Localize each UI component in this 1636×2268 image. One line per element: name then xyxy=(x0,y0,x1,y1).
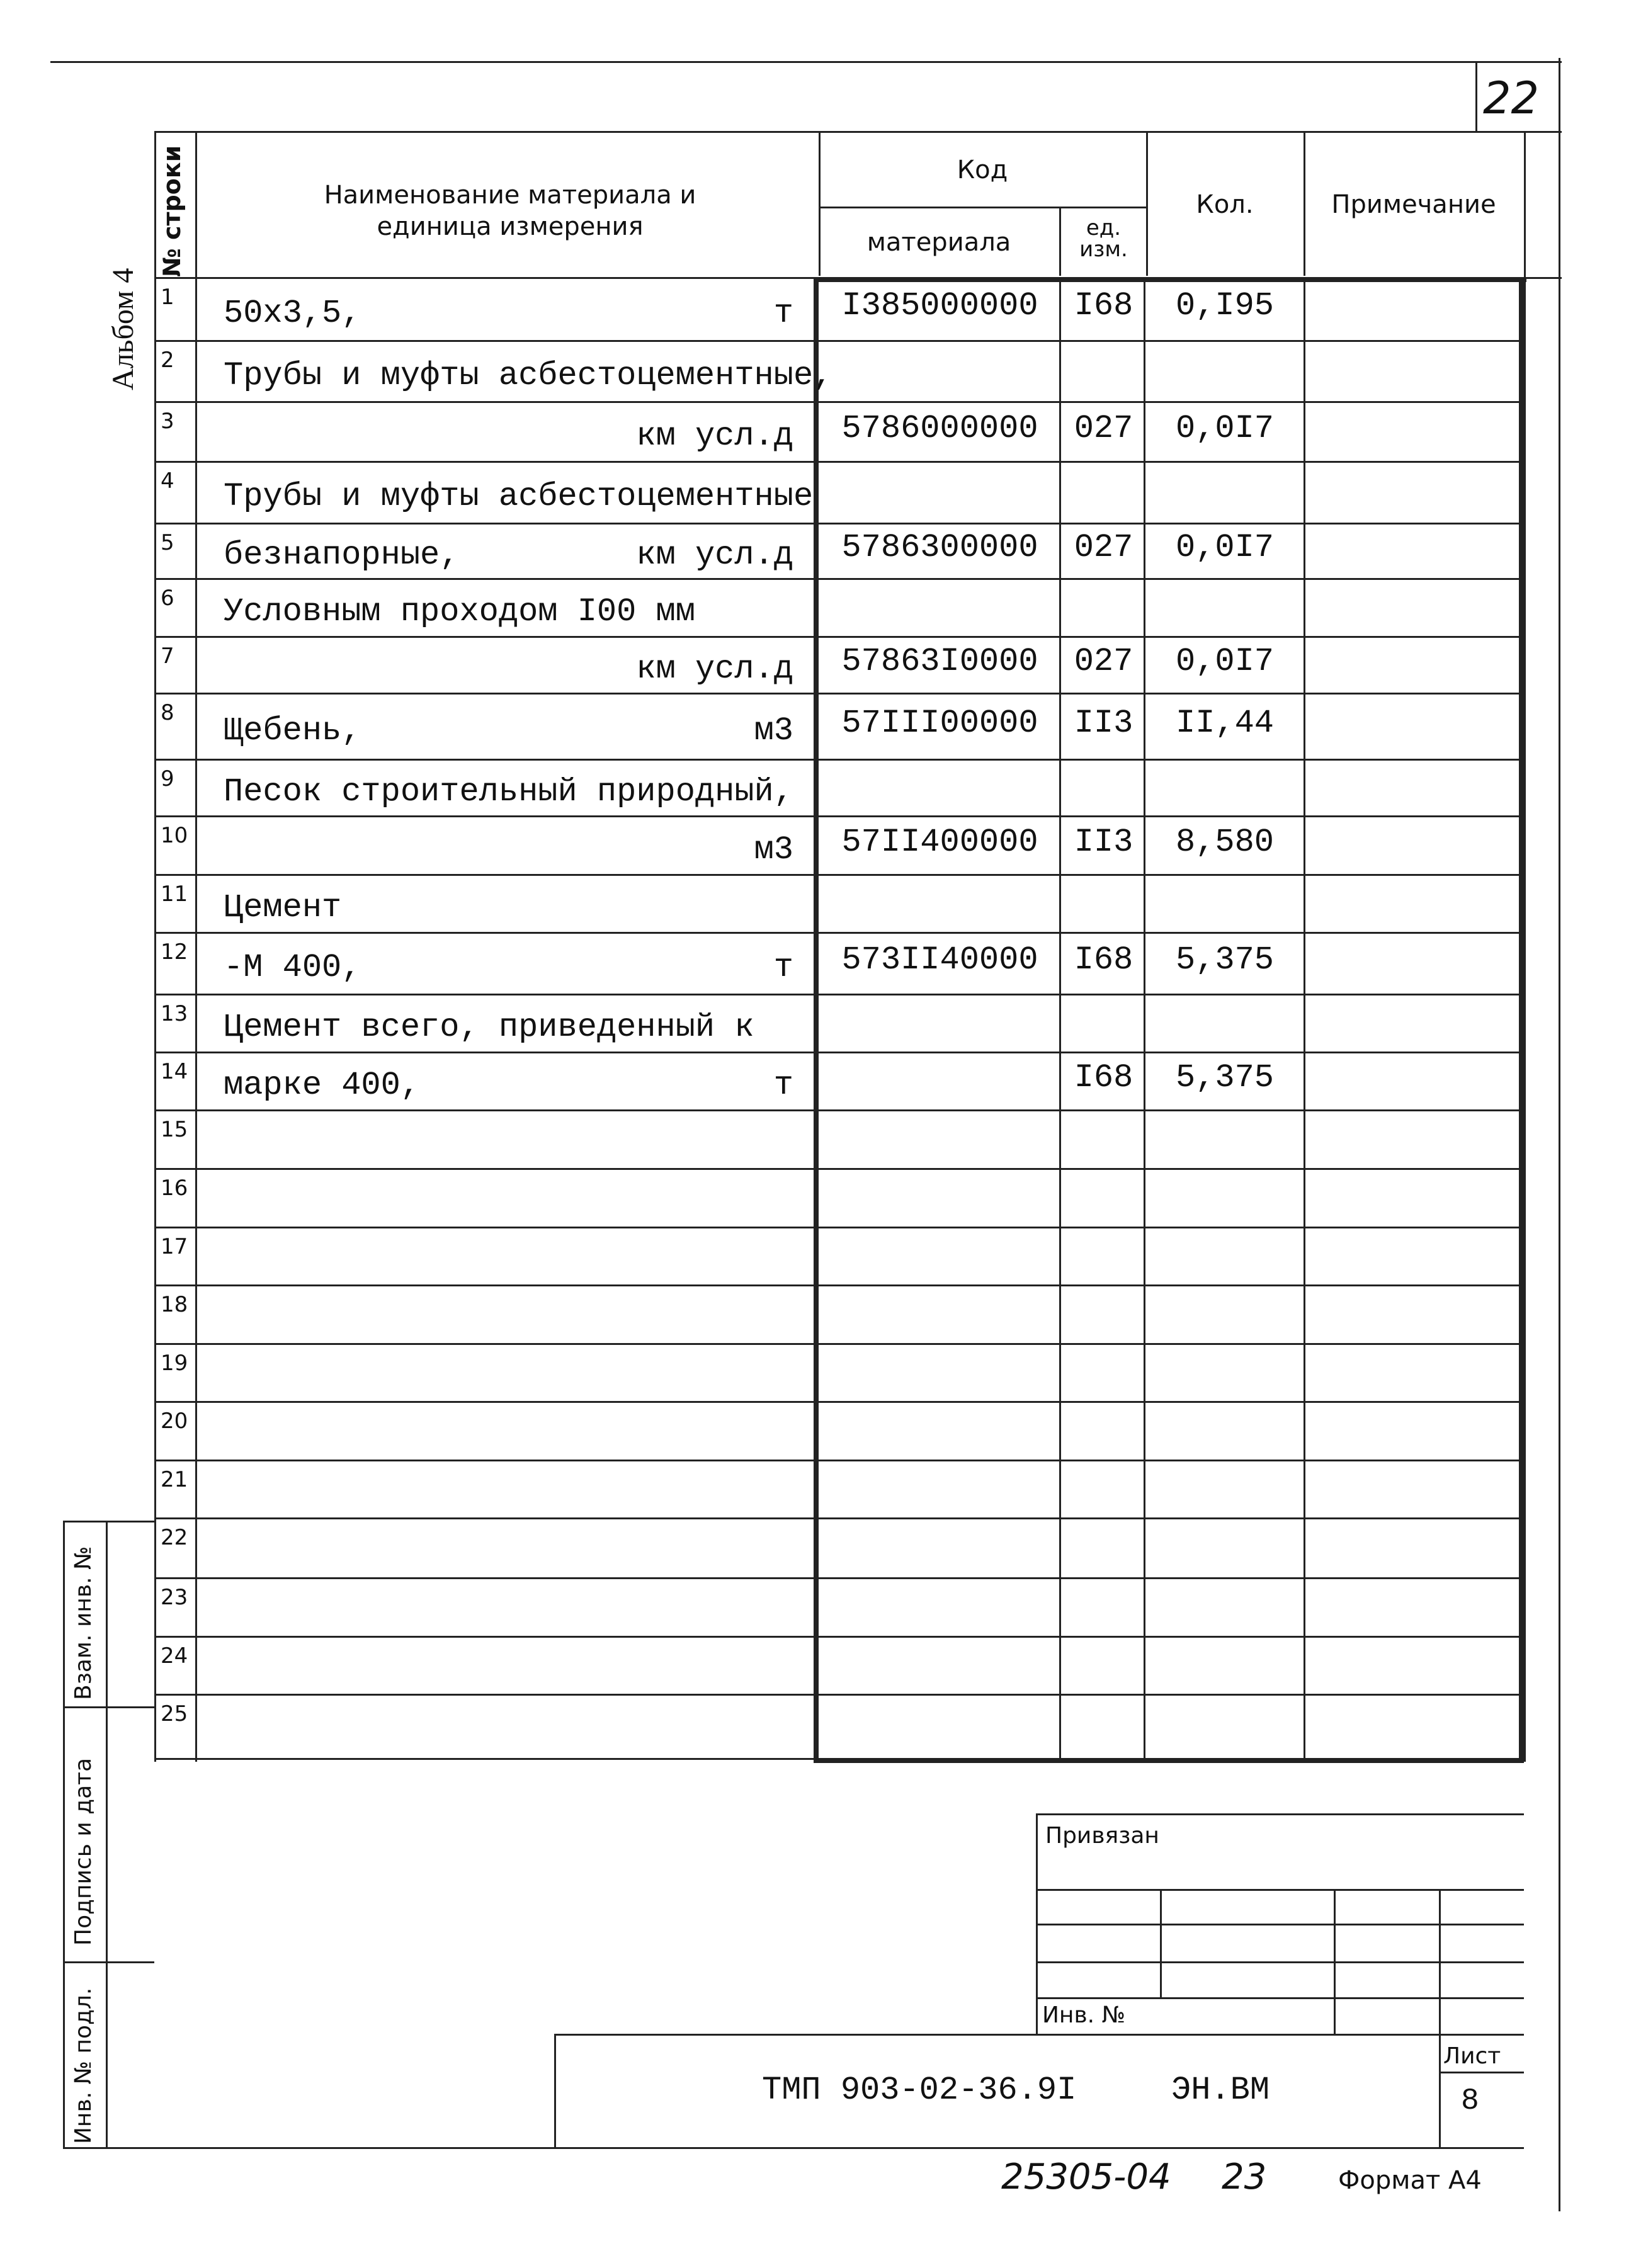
row-line xyxy=(154,932,1524,934)
row-line xyxy=(154,1460,1524,1461)
row-material-code: 57863I0000 xyxy=(841,643,1038,680)
row-qty: 0,0I7 xyxy=(1175,409,1275,447)
doc-mark: ЭН.ВМ xyxy=(1171,2072,1270,2109)
row-number: 21 xyxy=(161,1467,188,1492)
row-unit: м3 xyxy=(754,831,793,868)
row-name: марке 400, xyxy=(224,1067,421,1104)
row-unit-code: I68 xyxy=(1074,1059,1133,1096)
row-qty: II,44 xyxy=(1175,704,1275,742)
row-line xyxy=(154,461,1524,463)
doc-code: ТМП 903-02-36.9I xyxy=(762,2072,1077,2109)
row-number: 2 xyxy=(161,348,174,373)
row-number: 14 xyxy=(161,1059,188,1084)
row-unit-code: I68 xyxy=(1074,941,1133,978)
stamp-inner xyxy=(106,1521,108,2147)
row-material-code: I385000000 xyxy=(841,287,1038,324)
header-note: Примечание xyxy=(1331,190,1496,219)
title-top xyxy=(554,2034,1524,2036)
row-number: 1 xyxy=(161,285,174,310)
privyazan-split-2 xyxy=(1334,1889,1336,2034)
header-name: Наименование материала и единица измерения xyxy=(324,181,696,241)
footer-number: 25305-04 xyxy=(1001,2157,1171,2197)
row-unit: т xyxy=(773,295,793,332)
row-name: Трубы и муфты асбестоцементные xyxy=(224,478,814,515)
row-number: 18 xyxy=(161,1292,188,1317)
row-line xyxy=(154,578,1524,580)
row-unit-code: 027 xyxy=(1074,529,1133,566)
privyazan-split-3 xyxy=(1439,1889,1441,2147)
row-line xyxy=(154,994,1524,995)
header-code-material: материала xyxy=(866,228,1011,257)
privyazan-label: Привязан xyxy=(1045,1823,1159,1849)
row-number: 24 xyxy=(161,1643,188,1669)
row-line xyxy=(154,759,1524,761)
row-number: 16 xyxy=(161,1176,188,1201)
row-unit: км усл.д xyxy=(636,536,793,574)
row-unit: км усл.д xyxy=(636,417,793,455)
row-name: -М 400, xyxy=(224,949,361,986)
footer-format: Формат А4 xyxy=(1338,2166,1482,2195)
row-line xyxy=(154,1343,1524,1345)
row-unit-code: II3 xyxy=(1074,704,1133,742)
row-name: Цемент xyxy=(224,889,342,926)
row-number: 5 xyxy=(161,530,174,555)
stamp-top xyxy=(63,1521,154,1522)
row-line xyxy=(154,1227,1524,1228)
row-name: Песок строительный природный, xyxy=(224,773,793,810)
row-line xyxy=(154,874,1524,876)
row-qty: 0,0I7 xyxy=(1175,643,1275,680)
stamp-podpis: Подпись и дата xyxy=(71,1757,96,1946)
row-qty: 5,375 xyxy=(1175,1059,1275,1096)
row-number: 9 xyxy=(161,766,174,791)
bottom-border xyxy=(63,2147,1524,2149)
row-line xyxy=(154,1109,1524,1111)
page-number-box-left xyxy=(1475,61,1477,132)
stamp-inv-podl: Инв. № подл. xyxy=(71,1987,96,2144)
row-line xyxy=(154,1401,1524,1403)
header-qty: Кол. xyxy=(1196,190,1254,219)
row-unit: м3 xyxy=(754,712,793,749)
row-number: 23 xyxy=(161,1585,188,1610)
row-number: 7 xyxy=(161,644,174,669)
table-right xyxy=(1524,131,1526,1762)
page-number: 22 xyxy=(1483,72,1540,124)
row-line xyxy=(154,693,1524,695)
row-name: 50х3,5, xyxy=(224,295,361,332)
row-unit-code: 027 xyxy=(1074,409,1133,447)
row-number: 22 xyxy=(161,1525,188,1550)
row-number: 20 xyxy=(161,1409,188,1434)
row-name: безнапорные, xyxy=(224,536,460,574)
code-subheader-line xyxy=(819,207,1146,208)
row-name: Цемент всего, приведенный к xyxy=(224,1009,754,1046)
list-value: 8 xyxy=(1461,2084,1479,2118)
row-number: 19 xyxy=(161,1351,188,1376)
row-number: 17 xyxy=(161,1234,188,1259)
row-number: 4 xyxy=(161,468,174,494)
table-top xyxy=(154,131,1562,133)
privyazan-top xyxy=(1036,1813,1524,1815)
footer-page: 23 xyxy=(1222,2157,1267,2197)
row-number: 6 xyxy=(161,586,174,611)
code-split-line xyxy=(1059,277,1061,1760)
row-number: 13 xyxy=(161,1001,188,1026)
row-unit: км усл.д xyxy=(636,650,793,688)
privyazan-line-4 xyxy=(1036,1997,1524,1999)
row-line xyxy=(154,636,1524,638)
row-name: Условным проходом I00 мм xyxy=(224,593,695,630)
title-left xyxy=(554,2034,556,2147)
row-line xyxy=(154,340,1524,342)
list-label: Лист xyxy=(1443,2043,1501,2069)
row-unit: т xyxy=(773,1067,793,1104)
album-label: Альбом 4 xyxy=(106,268,140,390)
privyazan-line-1 xyxy=(1036,1889,1524,1891)
stamp-left xyxy=(63,1521,65,2147)
row-qty: 0,0I7 xyxy=(1175,529,1275,566)
row-material-code: 5786300000 xyxy=(841,529,1038,566)
row-material-code: 5786000000 xyxy=(841,409,1038,447)
privyazan-line-3 xyxy=(1036,1961,1524,1963)
row-material-code: 573II40000 xyxy=(841,941,1038,978)
row-qty: 5,375 xyxy=(1175,941,1275,978)
row-name: Щебень, xyxy=(224,712,361,749)
header-row-no: № строки xyxy=(158,145,186,277)
header-code-unit: ед. изм. xyxy=(1079,215,1128,262)
row-number: 3 xyxy=(161,409,174,434)
row-material-code: 57II400000 xyxy=(841,823,1038,861)
row-qty: 0,I95 xyxy=(1175,287,1275,324)
note-col-line xyxy=(1304,277,1305,1760)
row-unit-code: II3 xyxy=(1074,823,1133,861)
row-number: 25 xyxy=(161,1701,188,1727)
privyazan-line-2 xyxy=(1036,1924,1524,1925)
row-line xyxy=(154,401,1524,403)
row-line xyxy=(154,1694,1524,1696)
thick-right xyxy=(1519,277,1524,1763)
list-divider xyxy=(1439,2072,1524,2073)
row-line xyxy=(154,1052,1524,1053)
inv-no-label: Инв. № xyxy=(1042,2002,1126,2028)
row-line xyxy=(154,1636,1524,1638)
row-number: 11 xyxy=(161,882,188,907)
stamp-line-1 xyxy=(63,1706,154,1708)
row-line xyxy=(154,815,1524,817)
top-rule xyxy=(50,61,1562,63)
qty-col-line xyxy=(1144,277,1145,1760)
row-number: 10 xyxy=(161,823,188,848)
row-number: 15 xyxy=(161,1117,188,1142)
row-line xyxy=(154,1517,1524,1519)
row-name: Трубы и муфты асбестоцементные, xyxy=(224,356,833,394)
row-qty: 8,580 xyxy=(1175,823,1275,861)
stamp-line-2 xyxy=(63,1961,154,1963)
row-line xyxy=(154,1577,1524,1579)
header-code: Код xyxy=(957,156,1008,184)
stamp-vzam: Взам. инв. № xyxy=(71,1546,96,1700)
row-unit: т xyxy=(773,949,793,986)
thick-top xyxy=(816,277,1526,282)
row-number: 12 xyxy=(161,939,188,965)
privyazan-split-1 xyxy=(1160,1889,1162,1997)
row-line xyxy=(154,1758,1524,1760)
right-border xyxy=(1559,58,1560,2211)
row-unit-code: 027 xyxy=(1074,643,1133,680)
row-line xyxy=(154,523,1524,524)
row-unit-code: I68 xyxy=(1074,287,1133,324)
row-number: 8 xyxy=(161,700,174,725)
row-line xyxy=(154,1168,1524,1170)
row-line xyxy=(154,1284,1524,1286)
row-material-code: 57III00000 xyxy=(841,704,1038,742)
thick-left xyxy=(814,277,819,1763)
